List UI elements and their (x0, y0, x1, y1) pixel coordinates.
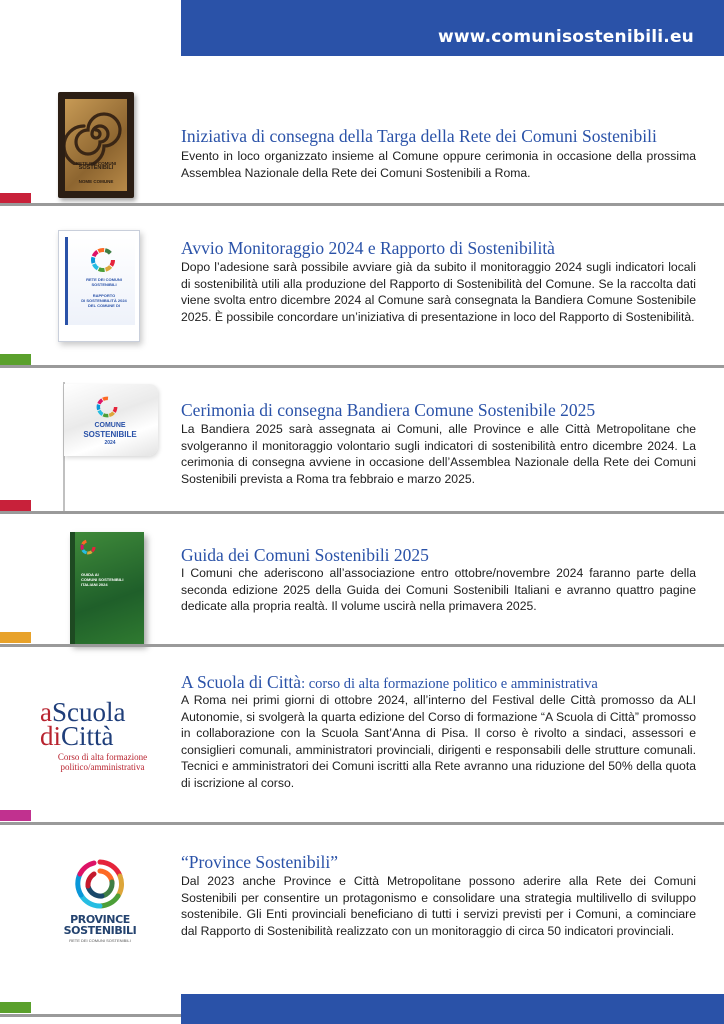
logo-word-scuola: Scuola (51, 697, 126, 727)
section-body-guida: I Comuni che aderiscono all’associazione entro ottobre/novembre 2024 faranno parte della seconda edizione 2025 della Guida dei Comuni Sostenibili Italiani e avranno quattro pagine dedicate alla propria realtà. Il volume uscirà nella primavera 2025. (181, 566, 696, 614)
guide-book-image (70, 532, 144, 644)
report-image (58, 230, 140, 342)
book-line-1: GUIDA AI (81, 572, 99, 577)
section-title-province: “Province Sostenibili” (181, 852, 338, 872)
section-divider (0, 1014, 181, 1017)
book-line-2: COMUNI SOSTENIBILI (81, 577, 124, 582)
section-title-scuola-main: A Scuola di Città (181, 672, 302, 692)
plaque-line-1: RETE DEI COMUNI (75, 161, 117, 166)
logo-subtitle-1: Corso di alta formazione (57, 752, 148, 762)
logo-word-di: di (40, 721, 62, 751)
sdg-wheel-icon (94, 394, 120, 420)
section-body-bandiera: La Bandiera 2025 sarà assegnata ai Comuni, alle Province e alle Città Metropolitane che svolgeranno il monitoraggio volontario sugli indicatori di sostenibilità entro dicembre 2024. La cerimonia di consegna avviene in occasione dell’Assemblea Nazionale della Rete dei Comuni Sostenibili prevista a Roma tra febbraio e marzo 2025. (181, 422, 696, 486)
book-line-3: ITALIANI 2024 (81, 582, 108, 587)
accent-mark (0, 810, 31, 821)
flag-line-2: SOSTENIBILE (83, 430, 137, 439)
logo-word-a: a (40, 697, 52, 727)
section-divider (0, 644, 724, 647)
logo-word-sostenibili: SOSTENIBILI (63, 924, 137, 937)
report-line-5: DEL COMUNE DI (88, 303, 120, 308)
accent-mark (0, 500, 31, 511)
province-sostenibili-logo (58, 858, 142, 943)
plaque-image (58, 92, 134, 198)
spiral-sdg-icon (74, 858, 126, 910)
flag-image (64, 384, 158, 456)
website-link[interactable]: www.comunisostenibili.eu (437, 27, 694, 47)
sdg-wheel-icon (79, 538, 97, 556)
flag-line-3: 2024 (104, 440, 116, 446)
logo-word-province: PROVINCE (70, 913, 130, 926)
section-title-scuola (181, 672, 598, 693)
logo-word-citta: Città (61, 721, 114, 751)
section-title-scuola-sub: : corso di alta formazione politico e amministrativa (301, 676, 598, 692)
scuola-di-citta-logo (40, 697, 165, 772)
flag-line-1: COMUNE (94, 422, 126, 429)
accent-mark (0, 1002, 31, 1013)
spiral-logo-icon (65, 103, 127, 165)
section-title-rapporto: Avvio Monitoraggio 2024 e Rapporto di Sostenibilità (181, 238, 555, 258)
section-title-targa: Iniziativa di consegna della Targa della Rete dei Comuni Sostenibili (181, 126, 657, 146)
section-divider (0, 365, 724, 368)
section-body-rapporto: Dopo l’adesione sarà possibile avviare già da subito il monitoraggio 2024 sugli indicatori locali di sostenibilità utili alla produzione del Rapporto di Sostenibilità del Comune. Se la raccolta dati viene svolta entro dicembre 2024 al Comune sarà consegnata la Bandiera Comune Sostenibile 2025. È possibile concordare un’iniziativa di presentazione in loco del Rapporto di Sostenibilità. (181, 260, 696, 324)
report-line-4: DI SOSTENIBILITÀ 2024 (81, 298, 127, 303)
plaque-line-2: SOSTENIBILI (78, 165, 114, 171)
footer-bar (181, 994, 724, 1024)
sdg-wheel-icon (88, 245, 118, 275)
section-body-scuola: A Roma nei primi giorni di ottobre 2024, all’interno del Festival delle Città promosso da ALI Autonomie, si svolgerà la quarta edizione del Corso di formazione “A Scuola di Città” promosso in collaborazione con la Scuola Sant’Anna di Pisa. Il corso è rivolto a sindaci, assessori e consiglieri comunali, amministratori provinciali, dirigenti e responsabili delle strutture comunali. Tecnici e amministratori dei Comuni iscritti alla Rete avranno una riduzione del 50% della quota di iscrizione al corso. (181, 693, 696, 790)
section-title-guida: Guida dei Comuni Sostenibili 2025 (181, 545, 429, 565)
section-body-province: Dal 2023 anche Province e Città Metropolitane possono aderire alla Rete dei Comuni Sostenibili per consentire un protagonismo e consolidare una strategia multilivello di sviluppo sostenibile. Gli Enti provinciali beneficiano di tutti i servizi previsti per i Comuni, a cominciare dal Rapporto di Sostenibilità realizzato con un monitoraggio di circa 50 indicatori provinciali. (181, 874, 696, 938)
plaque-line-3: NOME COMUNE (78, 179, 114, 184)
accent-mark (0, 632, 31, 643)
section-title-bandiera: Cerimonia di consegna Bandiera Comune Sostenibile 2025 (181, 400, 596, 420)
report-line-1: RETE DEI COMUNI (86, 277, 122, 282)
logo-tagline: RETE DEI COMUNI SOSTENIBILI (69, 938, 131, 943)
section-divider (0, 511, 724, 514)
accent-mark (0, 354, 31, 365)
section-divider (0, 203, 724, 206)
logo-subtitle-2: politico/amministrativa (60, 762, 145, 772)
section-body-targa: Evento in loco organizzato insieme al Comune oppure cerimonia in occasione della prossima Assemblea Nazionale della Rete dei Comuni Sostenibili a Roma. (181, 149, 696, 180)
report-line-2: SOSTENIBILI (91, 282, 117, 287)
section-divider (0, 822, 724, 825)
report-line-3: RAPPORTO (92, 293, 116, 298)
